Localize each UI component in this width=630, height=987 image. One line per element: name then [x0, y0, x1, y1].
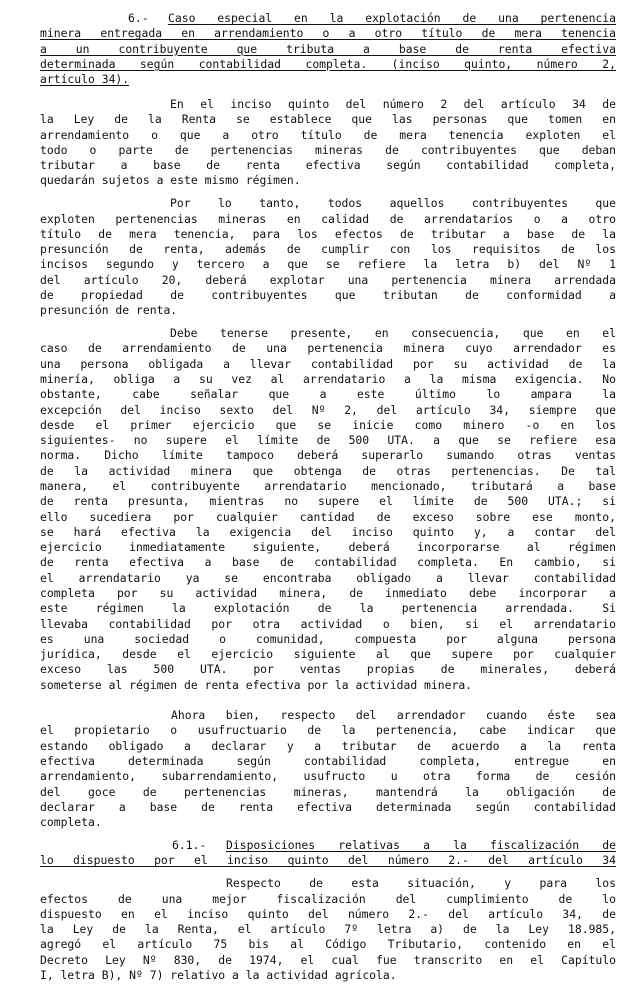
section-6-1-heading-line: Disposiciones relativas a la fiscalización de — [226, 838, 616, 853]
paragraph-4-line: Ahora bien, respecto del arrendador cuando éste sea — [171, 708, 616, 723]
paragraph-3-line: someterse al régimen de renta efectiva por la actividad minera. — [40, 677, 473, 692]
paragraph-3-line: completa por su actividad minera, de inmediato debe incorporar a — [40, 585, 616, 600]
paragraph-3-line: de la actividad minera que obtenga de otras pertenencias. De tal — [40, 463, 616, 478]
paragraph-2-line: exploten pertenencias mineras en calidad de arrendatarios o a otro — [40, 211, 616, 226]
paragraph-4-line: completa. — [40, 815, 102, 830]
section-6-heading-line: a un contribuyente que tributa a base de renta efectiva — [40, 41, 616, 56]
paragraph-5-line: efectos de una mejor fiscalización del cumplimiento de lo — [40, 891, 616, 906]
section-6-heading-line: determinada según contabilidad completa. (inciso quinto, número 2, — [40, 56, 616, 71]
section-6-1-heading-line: lo dispuesto por el inciso quinto del número 2.- del artículo 34 — [40, 853, 616, 868]
paragraph-1-line: tributar a base de renta efectiva según contabilidad completa, — [40, 158, 616, 173]
paragraph-3-line: caso de arrendamiento de una pertenencia minera cuyo arrendador es — [40, 341, 616, 356]
section-6-heading-line: artículo 34). — [40, 72, 130, 87]
paragraph-3-line: minería, obliga a su vez al arrendatario a la misma exigencia. No — [40, 372, 616, 387]
paragraph-3-line: se hará efectiva la exigencia del inciso quinto y, a contar del — [40, 524, 616, 539]
paragraph-2-line: presunción de renta, además de cumplir con los requisitos de los — [40, 242, 616, 257]
paragraph-2-line: incisos segundo y tercero a que se refiere la letra b) del Nº 1 — [40, 257, 616, 272]
section-6-heading-line: Caso especial en la explotación de una pertenencia — [168, 11, 616, 25]
paragraph-4-line: arrendamiento, subarrendamiento, usufructo u otra forma de cesión — [40, 769, 616, 784]
paragraph-1-line: quedarán sujetos a este mismo régimen. — [40, 173, 301, 188]
section-6-1-number: 6.1.- — [172, 838, 207, 853]
paragraph-3-line: una persona obligada a llevar contabilidad por su actividad de la — [40, 356, 616, 371]
paragraph-2-line: de propiedad de contribuyentes que tributan de conformidad a — [40, 287, 616, 302]
paragraph-5-line: agregó el artículo 75 bis al Código Tributario, contenido en el — [40, 937, 616, 952]
paragraph-3-line: llevaba contabilidad por otra actividad o bien, si el arrendatario — [40, 616, 616, 631]
paragraph-5-line: la Ley de la Renta, el artículo 7º letra a) de la Ley 18.985, — [40, 922, 616, 937]
paragraph-3-line: es una sociedad o comunidad, compuesta por alguna persona — [40, 631, 616, 646]
section-6-heading-line: minera entregada en arrendamiento o a otro título de mera tenencia — [40, 26, 616, 41]
paragraph-3-line: Debe tenerse presente, en consecuencia, que en el — [170, 326, 616, 341]
paragraph-5-line: I, letra B), Nº 7) relativo a la actividad agrícola. — [40, 968, 397, 982]
paragraph-3-line: de renta efectiva a base de contabilidad completa. En cambio, si — [40, 555, 616, 570]
paragraph-2-line: título de mera tenencia, para los efectos de tributar a base de la — [40, 226, 616, 241]
paragraph-3-line: este régimen la explotación de la pertenencia arrendada. Si — [40, 601, 616, 616]
paragraph-3-line: manera, el contribuyente arrendatario mencionado, tributará a base — [40, 478, 616, 493]
paragraph-1-line: arrendamiento o que a otro título de mera tenencia exploten el — [40, 127, 616, 142]
paragraph-3-line: excepción del inciso sexto del Nº 2, del artículo 34, siempre que — [40, 402, 616, 417]
paragraph-4-line: del goce de pertenencias mineras, mantendrá la obligación de — [40, 784, 616, 799]
paragraph-4-line: estando obligado a declarar y a tributar de acuerdo a la renta — [40, 738, 616, 753]
paragraph-3-line: desde el primer ejercicio que se inicie como minero -o en los — [40, 417, 616, 432]
paragraph-5-line: dispuesto en el inciso quinto del número 2.- del artículo 34, de — [40, 906, 616, 921]
paragraph-3-line: ejercicio inmediatamente siguiente, deberá incorporarse al régimen — [40, 540, 616, 555]
paragraph-3-line: obstante, cabe señalar que a este último lo ampara la — [40, 387, 616, 402]
paragraph-1-line: la Ley de la Renta se establece que las personas que tomen en — [40, 112, 616, 127]
paragraph-3-line: siguientes- no supere el límite de 500 UTA. a que se refiere esa — [40, 433, 616, 448]
paragraph-1-line: todo o parte de pertenencias mineras de contribuyentes que deban — [40, 142, 616, 157]
paragraph-3-line: norma. Dicho límite tampoco deberá superarlo sumando otras ventas — [40, 448, 616, 463]
paragraph-2-line: Por lo tanto, todos aquellos contribuyentes que — [170, 196, 616, 211]
paragraph-3-line: jurídica, desde el ejercicio siguiente al que supere por cualquier — [40, 647, 616, 662]
paragraph-1-line: En el inciso quinto del número 2 del artículo 34 de — [170, 96, 616, 111]
section-6-number: 6.- — [128, 11, 149, 25]
paragraph-2-line: del artículo 20, deberá explotar una pertenencia minera arrendada — [40, 272, 616, 287]
paragraph-5-line: Respecto de esta situación, y para los — [226, 876, 616, 891]
paragraph-5-line: Decreto Ley Nº 830, de 1974, el cual fue transcrito en el Capítulo — [40, 952, 616, 967]
paragraph-4-line: efectiva determinada según contabilidad completa, entregue en — [40, 754, 616, 769]
paragraph-4-line: declarar a base de renta efectiva determinada según contabilidad — [40, 799, 616, 814]
paragraph-3-line: de renta presunta, mientras no supere el límite de 500 UTA.; si — [40, 494, 616, 509]
paragraph-4-line: el propietario o usufructuario de la pertenencia, cabe indicar que — [40, 723, 616, 738]
paragraph-3-line: ello sucediera por cualquier cantidad de exceso sobre ese monto, — [40, 509, 616, 524]
paragraph-2-line: presunción de renta. — [40, 303, 178, 318]
paragraph-3-line: exceso las 500 UTA. por ventas propias de minerales, deberá — [40, 662, 616, 677]
paragraph-3-line: el arrendatario ya se encontraba obligado a llevar contabilidad — [40, 570, 616, 585]
